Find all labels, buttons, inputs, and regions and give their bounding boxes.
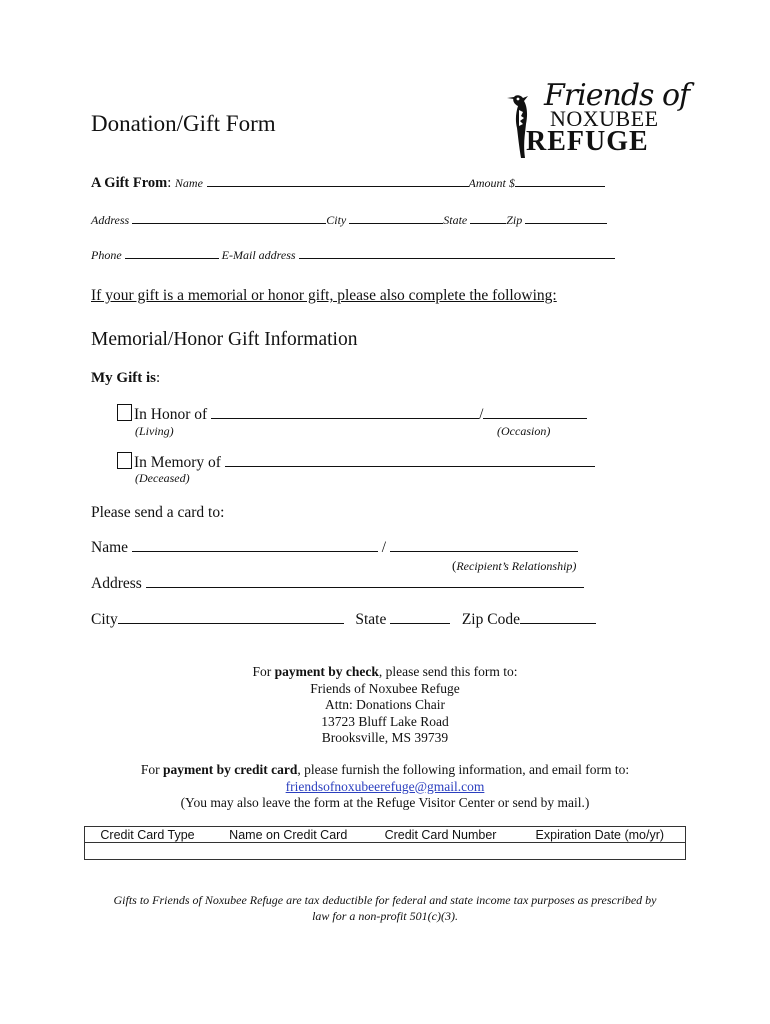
credit-bold: payment by credit card (162, 762, 298, 777)
email-label: E-Mail address (221, 248, 296, 262)
cc-number-header: Credit Card Number (366, 827, 514, 843)
address-label: Address (91, 213, 130, 227)
memorial-note: If your gift is a memorial or honor gift, please also complete the following: (91, 287, 557, 304)
check-address-line: Brooksville, MS 39739 (321, 730, 449, 745)
page-title: Donation/Gift Form (91, 111, 276, 136)
occasion-label: (Occasion) (497, 424, 551, 438)
zip-field[interactable] (525, 211, 607, 224)
memory-checkbox[interactable] (117, 452, 132, 469)
card-name-row: Name / (91, 539, 578, 557)
relationship-label: (Recipient’s Relationship) (452, 558, 577, 573)
card-heading: Please send a card to: (91, 504, 225, 521)
check-address-line: Attn: Donations Chair (325, 697, 445, 712)
table-row (85, 843, 686, 860)
cc-entry-cell[interactable] (85, 843, 686, 860)
card-state-field[interactable] (390, 611, 450, 624)
card-zip-field[interactable] (520, 611, 596, 624)
living-label: (Living) (135, 424, 174, 438)
check-address-line: Friends of Noxubee Refuge (310, 680, 460, 696)
phone-field[interactable] (125, 246, 219, 259)
state-field[interactable] (470, 211, 506, 224)
phone-row (91, 246, 615, 263)
address-row (91, 211, 607, 228)
honor-name-field[interactable] (211, 406, 479, 419)
card-address-row (91, 575, 584, 593)
honor-checkbox[interactable] (117, 404, 132, 421)
amount-label: Amount $ (468, 176, 515, 190)
zip-label: Zip (506, 213, 523, 227)
credit-block: For payment by credit card, please furnish the following information, and email form to: friendsofnoxubeerefuge@gmail.com (You may also leave the form at the Refuge Visitor Center or send by mail.) (0, 762, 770, 812)
memorial-heading: Memorial/Honor Gift Information (91, 329, 358, 350)
credit-note: (You may also leave the form at the Refuge Visitor Center or send by mail.) (180, 795, 590, 810)
address-field[interactable] (132, 211, 326, 224)
honor-row: In Honor of / (117, 404, 587, 424)
email-field[interactable] (299, 246, 615, 259)
honor-label: In Honor of (134, 406, 208, 423)
relationship-field[interactable] (390, 539, 578, 552)
credit-card-table (84, 826, 686, 860)
logo-noxubee: NOXUBEE (550, 106, 659, 131)
check-bold: payment by check (274, 664, 379, 679)
city-label: City (326, 213, 347, 227)
card-address-field[interactable] (146, 575, 584, 588)
card-zip-label: Zip Code (461, 611, 520, 628)
cc-expiration-header: Expiration Date (mo/yr) (515, 827, 686, 843)
donor-name-field[interactable] (207, 174, 469, 187)
name-label: Name (174, 176, 203, 190)
deceased-label: (Deceased) (135, 471, 190, 485)
email-link[interactable]: friendsofnoxubeerefuge@gmail.com (285, 778, 485, 794)
tax-footer: Gifts to Friends of Noxubee Refuge are tax deductible for federal and state income tax purposes as prescribed by law for a non-profit 501(c)(3). (113, 893, 657, 923)
card-address-label: Address (91, 575, 142, 592)
friends-of-noxubee-logo (504, 78, 690, 162)
check-block: For payment by check, please send this form to: Friends of Noxubee Refuge Attn: Donations Chair 13723 Bluff Lake Road Brooksville, MS 39739 (0, 664, 770, 747)
card-state-label: State (355, 611, 387, 628)
gift-from-row: A Gift From: Name Amount $ (91, 174, 605, 192)
state-label: State (443, 213, 468, 227)
check-address-line: 13723 Bluff Lake Road (321, 713, 449, 729)
card-city-label: City (91, 611, 118, 628)
memory-row (117, 452, 595, 472)
card-name-label: Name (91, 539, 129, 556)
table-header-row (85, 827, 686, 843)
memory-label: In Memory of (134, 454, 221, 471)
logo-script: Friends of (544, 78, 690, 113)
occasion-field[interactable] (483, 406, 587, 419)
city-field[interactable] (349, 211, 443, 224)
gift-from-label: A Gift From (91, 175, 168, 191)
memory-name-field[interactable] (225, 454, 595, 467)
card-name-field[interactable] (132, 539, 378, 552)
phone-label: Phone (91, 248, 122, 262)
card-city-row (91, 611, 596, 629)
cc-type-header: Credit Card Type (85, 827, 211, 843)
my-gift-label: My Gift is: (91, 370, 161, 386)
card-city-field[interactable] (118, 611, 344, 624)
logo-refuge: REFUGE (526, 126, 649, 157)
cc-name-header: Name on Credit Card (210, 827, 366, 843)
amount-field[interactable] (515, 174, 605, 187)
